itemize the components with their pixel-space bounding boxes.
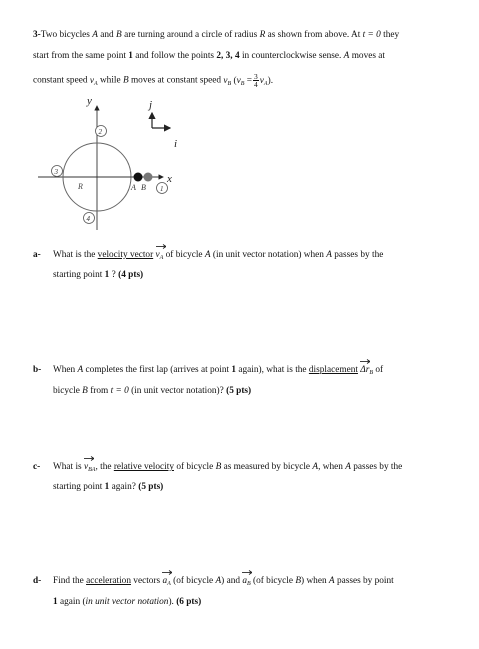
y-label: y <box>87 95 92 107</box>
point-4-label: 4 <box>86 215 90 223</box>
speed-vB: $v_B$ <box>223 75 232 87</box>
points-badge: (5 pts) <box>226 386 252 396</box>
var-A: A <box>92 30 98 40</box>
text: Find the <box>53 576 84 586</box>
question-d-label: d- <box>33 576 42 586</box>
speed-relation: ($v_B$ = $\frac{3}{4}$ $v_A$). <box>233 72 274 89</box>
text: passes by the <box>334 250 384 260</box>
text: (of bicycle <box>253 576 294 586</box>
text: of bicycle <box>165 250 203 260</box>
text: and follow the points <box>135 51 215 61</box>
vector-vBA: $v_{BA}$ <box>84 462 95 473</box>
t-equals-zero: t = 0 <box>110 386 129 396</box>
text: of <box>375 365 384 375</box>
var-A: A <box>328 576 335 586</box>
A-label: A <box>131 183 136 192</box>
fraction-3-4: $\frac{3}{4}$ <box>254 72 258 89</box>
text: and <box>100 30 114 40</box>
text: again), what is the <box>238 365 307 375</box>
question-c-line-1 <box>53 462 402 473</box>
text: as shown from above. At <box>267 30 361 40</box>
term-velocity-vector: velocity vector <box>97 250 154 260</box>
text: (of bicycle <box>173 576 214 586</box>
text: starting point <box>53 482 103 492</box>
question-a-label: a- <box>33 250 41 260</box>
text: (in unit vector notation) when <box>212 250 324 260</box>
text: vectors <box>133 576 161 586</box>
var-A: A <box>326 250 332 260</box>
var-B: B <box>122 75 129 86</box>
point-ref: 1 <box>53 597 58 607</box>
vector-vA: $v_A$ <box>156 250 164 261</box>
var-A: A <box>343 51 350 61</box>
point-2-label: 2 <box>98 128 102 136</box>
R-label: R <box>78 182 83 191</box>
j-label: j <box>149 99 153 111</box>
var-A: A <box>312 462 319 472</box>
text: (in unit vector notation)? <box>131 386 224 396</box>
text: in counterclockwise sense. <box>241 51 342 61</box>
var-A: A <box>77 365 84 375</box>
point-ref: 1 <box>104 482 110 492</box>
vector-aB: $a_B$ <box>242 576 250 587</box>
question-d-line-2 <box>53 597 201 607</box>
text: ) and <box>221 576 241 586</box>
text: again? <box>111 482 136 492</box>
text: What is the <box>53 250 96 260</box>
text: completes the first lap (arrives at point <box>85 365 230 375</box>
text: bicycle <box>53 386 80 396</box>
text: ). <box>168 597 174 607</box>
vector-delta-rB: $\Delta r_B$ <box>360 365 373 376</box>
i-label: i <box>174 138 178 150</box>
text: start from the same point <box>33 51 126 61</box>
text: again ( <box>59 597 86 607</box>
points-ref: 2, 3, 4 <box>216 51 240 61</box>
text: Two bicycles <box>40 30 90 40</box>
question-d-line-1 <box>53 576 394 587</box>
text: are turning around a circle of radius <box>124 30 258 40</box>
point-ref: 1 <box>128 51 133 61</box>
points-badge: (6 pts) <box>176 597 202 607</box>
text: What is <box>53 462 82 472</box>
text: from <box>90 386 109 396</box>
text: in unit vector notation <box>85 597 169 607</box>
speed-vA: $v_A$ <box>89 75 98 87</box>
question-c-label: c- <box>33 462 41 472</box>
text: ? <box>111 270 116 280</box>
text: constant speed <box>33 75 88 86</box>
text: while <box>99 75 121 86</box>
text: of bicycle <box>176 462 214 472</box>
text: ) when <box>301 576 327 586</box>
t-equals-zero: t = 0 <box>362 30 381 40</box>
point-ref: 1 <box>231 365 237 375</box>
point-1-label: 1 <box>160 185 164 193</box>
text: they <box>383 30 400 40</box>
term-displacement: displacement <box>308 365 358 375</box>
term-relative-velocity: relative velocity <box>113 462 174 472</box>
text: moves at constant speed <box>130 75 222 86</box>
points-badge: (4 pts) <box>118 270 144 280</box>
question-a-line-1 <box>53 250 383 261</box>
point-ref: 1 <box>104 270 110 280</box>
var-R: R <box>259 30 266 40</box>
text: , when <box>318 462 343 472</box>
var-B: B <box>215 462 222 472</box>
term-acceleration: acceleration <box>86 576 131 586</box>
question-b-line-2 <box>53 386 251 396</box>
text: as measured by bicycle <box>223 462 311 472</box>
x-label: x <box>167 173 172 185</box>
text: When <box>53 365 76 375</box>
text: passes by the <box>353 462 403 472</box>
problem-number: 3- <box>33 30 41 40</box>
vector-aA: $a_A$ <box>162 576 170 587</box>
text: starting point <box>53 270 103 280</box>
question-b-line-1 <box>53 365 383 376</box>
bicycle-A-dot <box>134 173 143 182</box>
var-A: A <box>204 250 211 260</box>
var-B: B <box>82 386 88 396</box>
var-B: B <box>295 576 302 586</box>
point-3-label: 3 <box>54 168 58 176</box>
points-badge: (5 pts) <box>138 482 164 492</box>
bicycle-B-dot <box>144 173 153 182</box>
var-B: B <box>116 30 122 40</box>
text: moves at <box>351 51 385 61</box>
text: , the <box>95 462 112 472</box>
question-b-label: b- <box>33 365 42 375</box>
question-a-line-2 <box>53 270 143 280</box>
var-A: A <box>345 462 351 472</box>
var-A: A <box>215 576 222 586</box>
B-label: B <box>141 183 146 192</box>
text: passes by point <box>336 576 394 586</box>
question-c-line-2 <box>53 482 163 492</box>
